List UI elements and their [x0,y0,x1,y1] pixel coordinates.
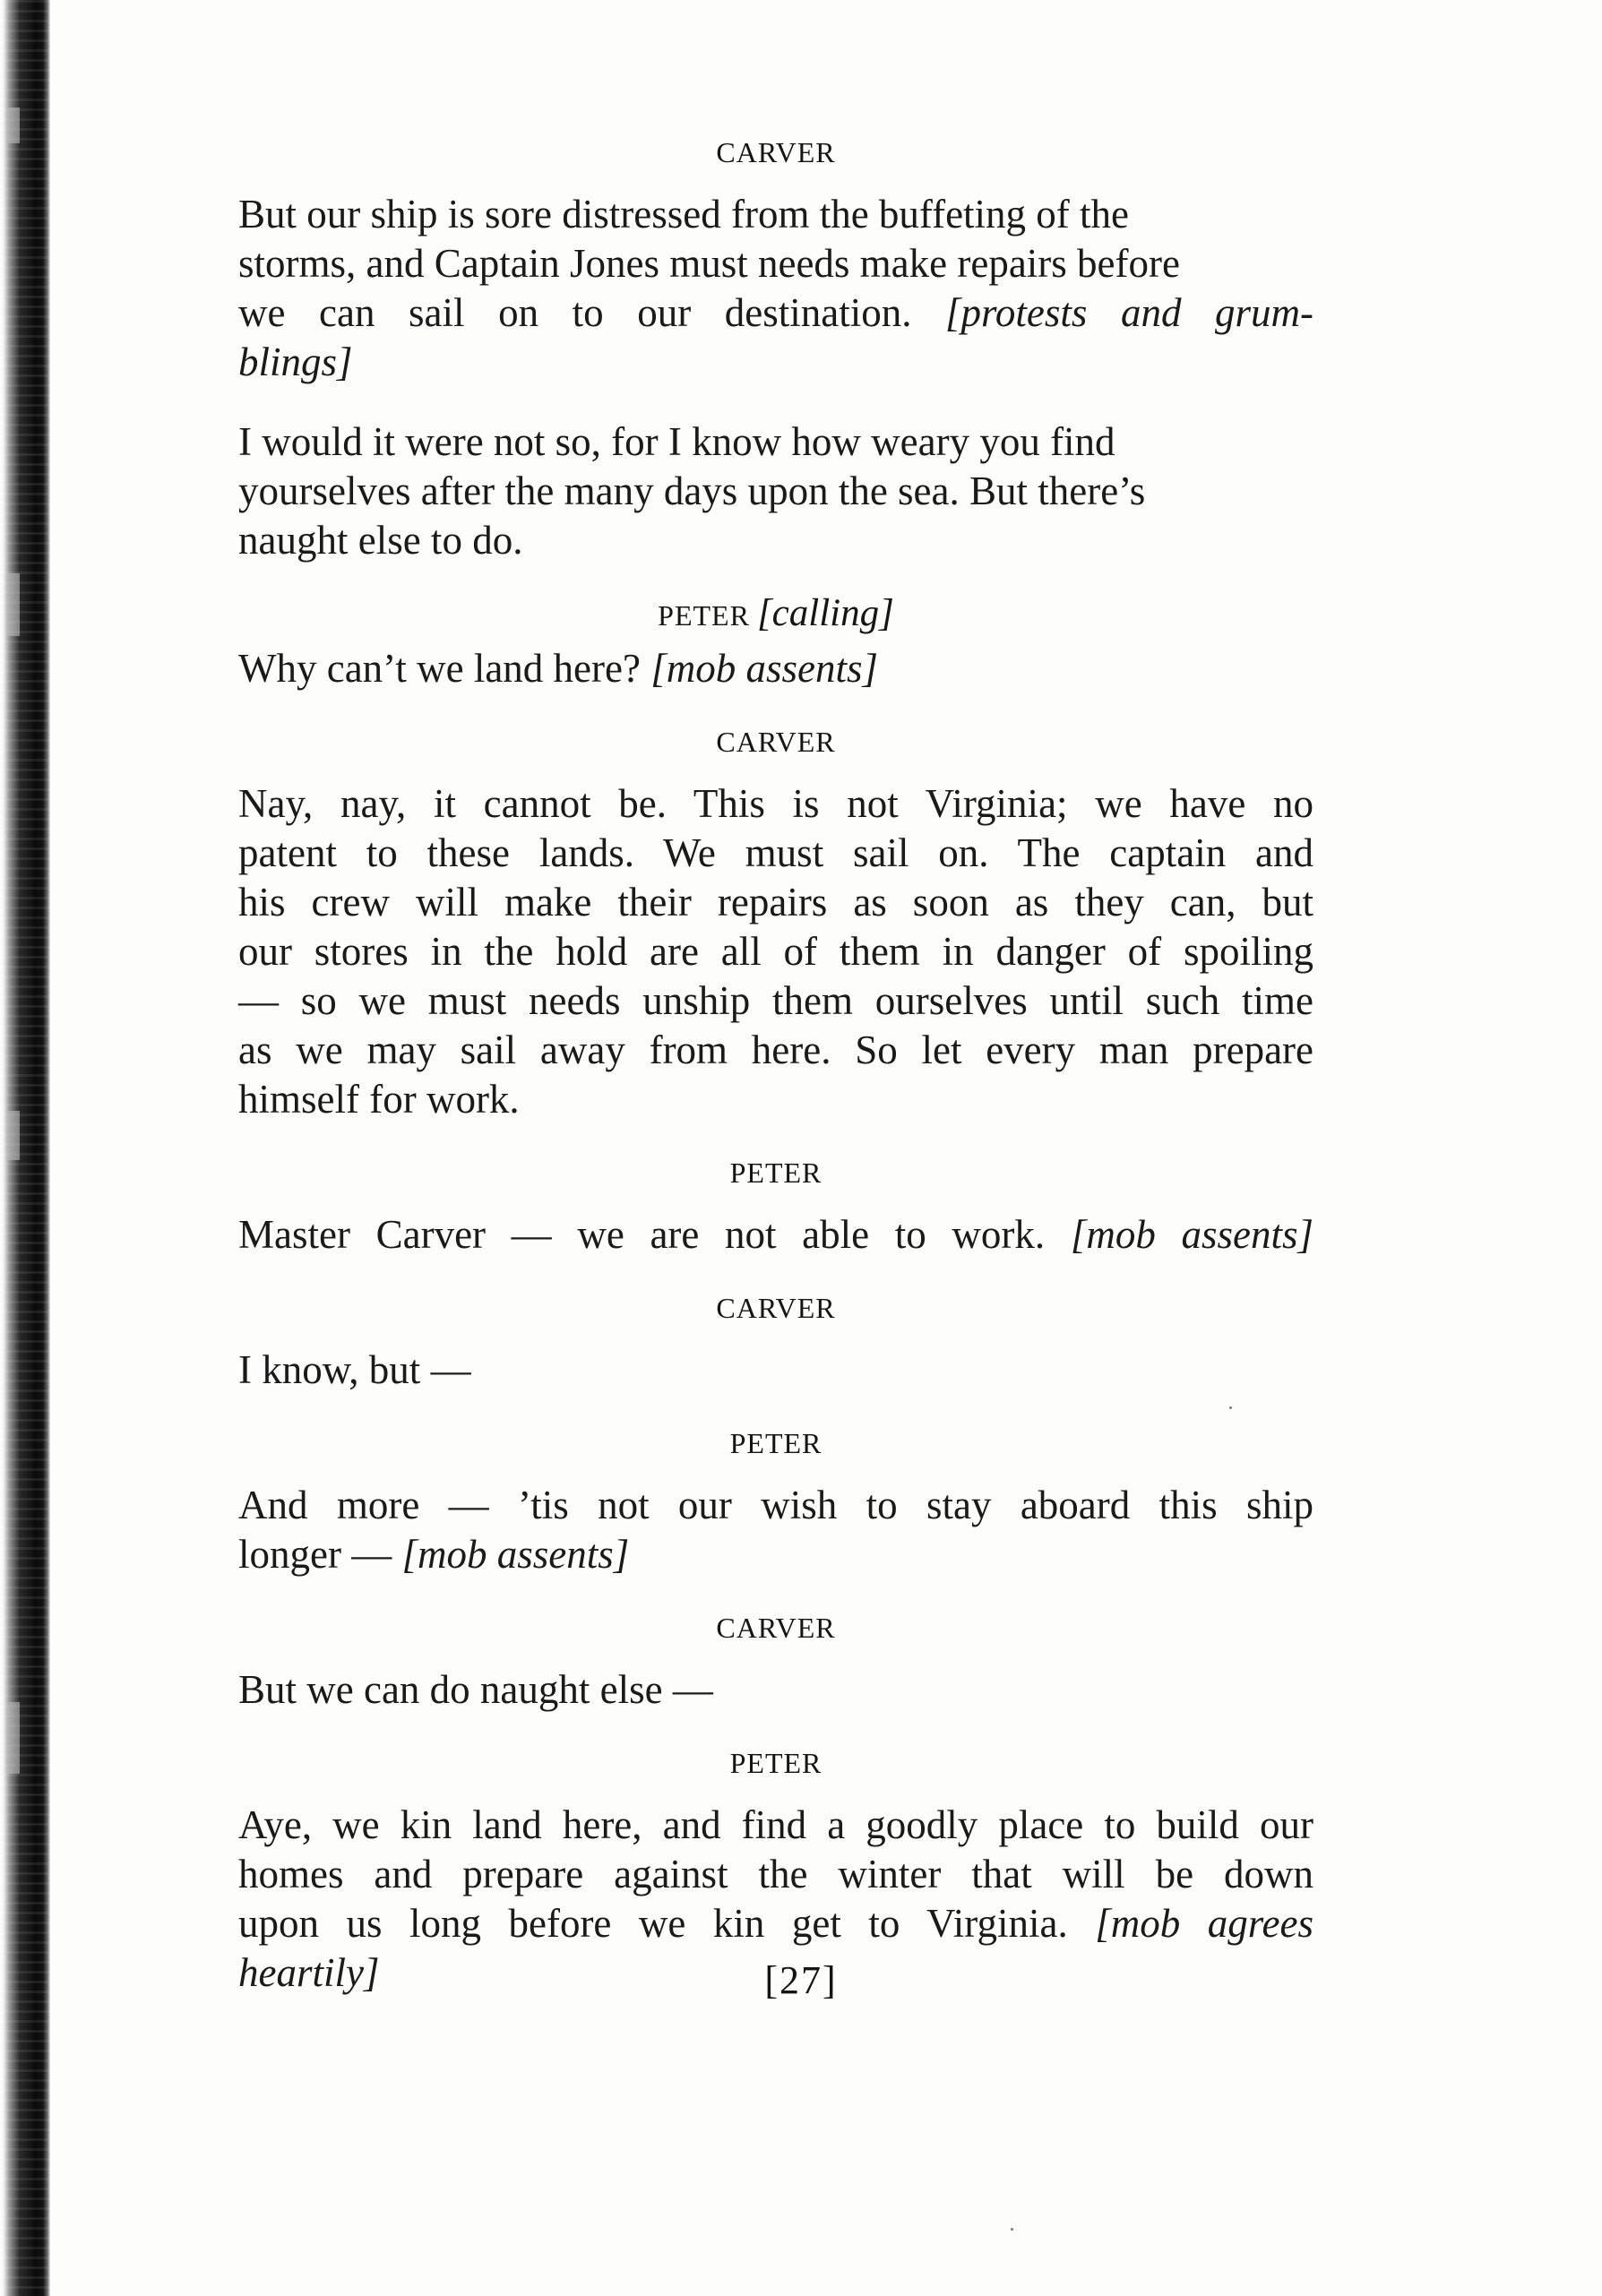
dialogue-line: we can sail on to our destination. [protests and grum- [238,290,1313,335]
dialogue-line: Aye, we kin land here, and find a goodly place to build our [238,1802,1313,1847]
dialogue-line: yourselves after the many days upon the sea. But there’s [238,469,1146,513]
dialogue-line: as we may sail away from here. So let every man prepare [238,1028,1313,1072]
speaker-direction: [calling] [756,592,894,634]
dialogue-line: Why can’t we land here? [mob assents] [238,646,878,691]
speech-block [238,1610,1313,1715]
speaker-name: PETER [calling] [658,592,894,634]
scan-speck [7,1702,20,1774]
speech-block [238,592,1313,693]
stage-direction: heartily] [238,1950,380,1995]
dialogue-line: storms, and Captain Jones must needs make repairs before [238,241,1180,286]
scan-dust [1229,1406,1232,1409]
page-number: [27] [764,1958,838,2002]
dialogue-line: naught else to do. [238,518,523,563]
dialogue-line: upon us long before we kin get to Virginia. [mob agrees [238,1901,1314,1946]
stage-direction: [protests and grum- [945,290,1313,335]
speaker-name: CARVER [716,136,836,168]
dialogue-line [238,338,1313,387]
speech-block [238,417,1313,565]
script-text [238,134,1313,1998]
binding-edge [0,0,50,2296]
speaker-name: CARVER [716,726,836,758]
speech-block [238,1290,1313,1395]
stage-direction: [mob assents] [650,646,878,691]
dialogue-line: I would it were not so, for I know how weary you find [238,419,1115,464]
scan-speck [7,107,20,143]
stage-direction: blings] [238,340,353,384]
speech-block [238,134,1313,387]
speaker-name: PETER [729,1747,823,1779]
speaker-name: CARVER [716,1292,836,1324]
speech-block [238,724,1313,1124]
scan-speck [7,1111,20,1160]
dialogue-line: And more — ’tis not our wish to stay aboard this ship [238,1483,1313,1527]
speech-block [238,1155,1313,1260]
scan-speck [7,573,20,636]
scan-dust [1011,2228,1013,2231]
stage-direction: [mob assents] [401,1532,630,1577]
dialogue-line: Nay, nay, it cannot be. This is not Virginia; we have no [238,781,1313,826]
dialogue-line: Master Carver — we are not able to work. [mob assents] [238,1212,1313,1257]
dialogue-line: himself for work. [238,1077,520,1122]
speaker-name: PETER [729,1427,823,1459]
dialogue-line: longer — [mob assents] [238,1532,630,1577]
dialogue-line: homes and prepare against the winter that will be down [238,1852,1313,1896]
dialogue-line: patent to these lands. We must sail on. The captain and [238,830,1313,875]
dialogue-line: But our ship is sore distressed from the buffeting of the [238,192,1130,236]
stage-direction: [mob agrees [1095,1901,1314,1946]
dialogue-line: I know, but — [238,1347,471,1392]
speaker-name: PETER [729,1157,823,1189]
dialogue-line: — so we must needs unship them ourselves until such time [238,978,1313,1023]
dialogue-line: his crew will make their repairs as soon as they can, but [238,880,1313,924]
dialogue-line: our stores in the hold are all of them in danger of spoiling [238,929,1313,974]
speaker-name: CARVER [716,1612,836,1644]
stage-direction: [mob assents] [1070,1212,1313,1257]
dialogue-line: But we can do naught else — [238,1667,713,1712]
speech-block [238,1425,1313,1579]
